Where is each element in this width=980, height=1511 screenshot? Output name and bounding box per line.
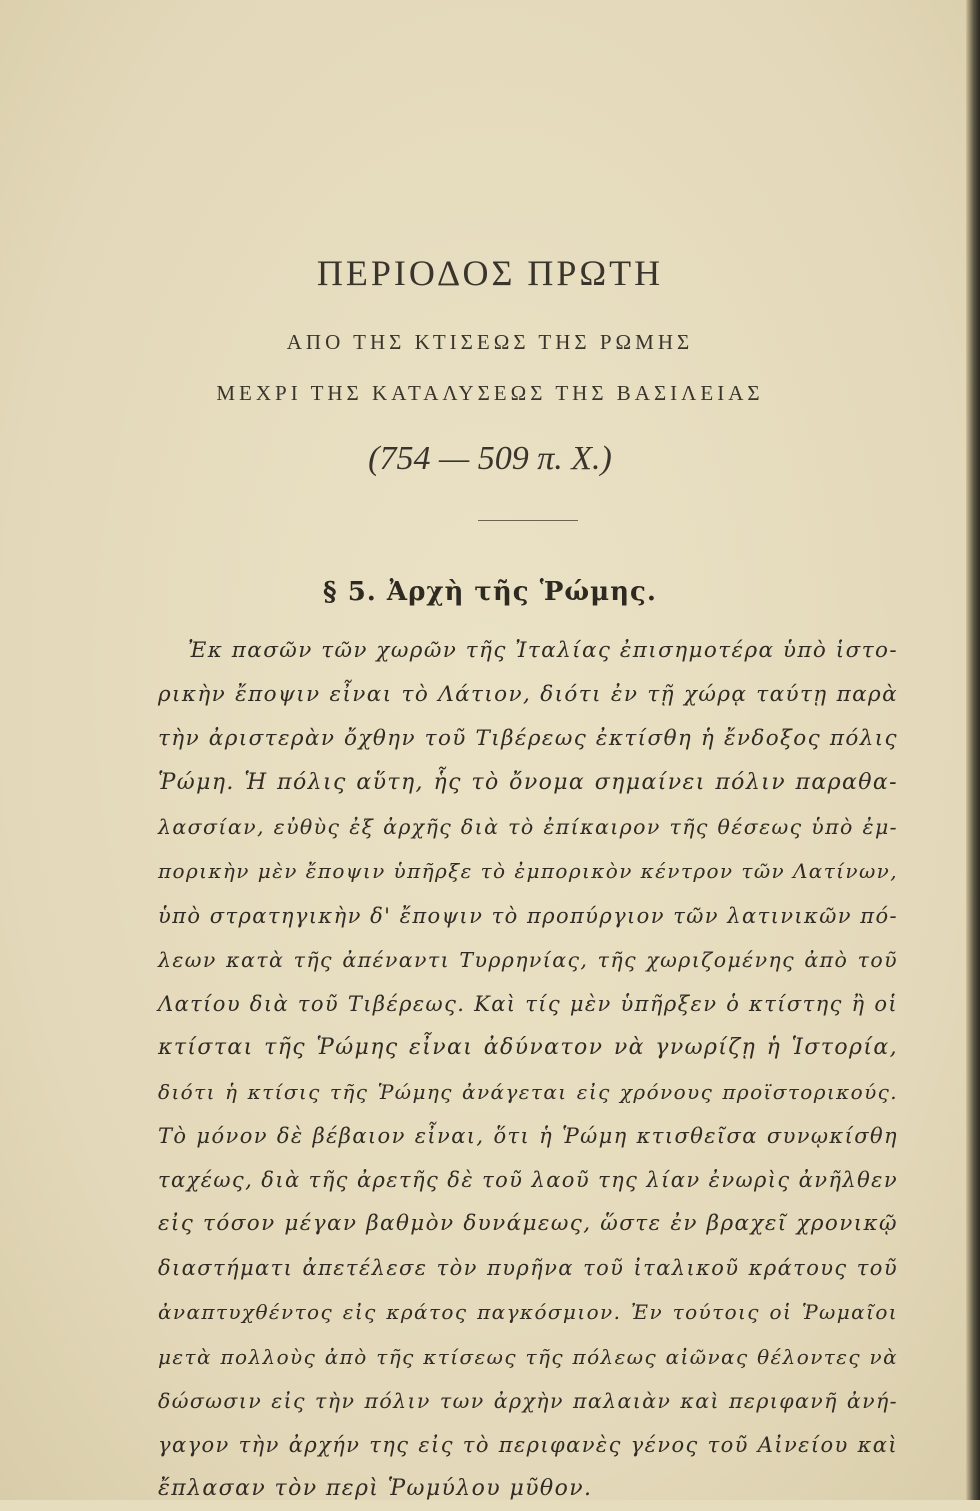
text-line: διαστήματι ἀπετέλεσε τὸν πυρῆνα τοῦ ἰταλικοῦ κράτους τοῦ bbox=[158, 1256, 898, 1281]
text-line: γαγον τὴν ἀρχήν της εἰς τὸ περιφανὲς γένος τοῦ Αἰνείου καὶ bbox=[158, 1432, 898, 1457]
text-line: ἀναπτυχθέντος εἰς κράτος παγκόσμιον. Ἐν τούτοις οἱ Ῥωμαῖοι bbox=[158, 1300, 898, 1325]
text-line: εἰς τόσον μέγαν βαθμὸν δυνάμεως, ὥστε ἐν βραχεῖ χρονικῷ bbox=[158, 1211, 898, 1237]
text-line: ὑπὸ στρατηγικὴν δ' ἔποψιν τὸ προπύργιον τῶν λατινικῶν πό- bbox=[158, 903, 898, 928]
text-line: Ῥώμη. Ἡ πόλις αὕτη, ἧς τὸ ὄνομα σημαίνει πόλιν παραθα- bbox=[158, 770, 898, 796]
period-subtitle-line-1: ΑΠΟ ΤΗΣ ΚΤΙΣΕΩΣ ΤΗΣ ΡΩΜΗΣ bbox=[286, 330, 694, 354]
text-line: τὴν ἀριστερὰν ὄχθην τοῦ Τιβέρεως ἐκτίσθη ἡ ἔνδοξος πόλις bbox=[158, 726, 898, 752]
section-title: § 5. Ἀρχὴ τῆς Ῥώμης. bbox=[323, 577, 657, 607]
page-edge-shadow bbox=[966, 0, 980, 1500]
period-subtitle-line-2: ΜΕΧΡΙ ΤΗΣ ΚΑΤΑΛΥΣΕΩΣ ΤΗΣ ΒΑΣΙΛΕΙΑΣ bbox=[216, 381, 764, 405]
separator-rule bbox=[478, 520, 578, 521]
text-line: Ἐκ πασῶν τῶν χωρῶν τῆς Ἰταλίας ἐπισημοτέρα ὑπὸ ἱστο- bbox=[188, 638, 898, 663]
period-title: ΠΕΡΙΟΔΟΣ ΠΡΩΤΗ bbox=[316, 253, 664, 293]
text-line: διότι ἡ κτίσις τῆς Ῥώμης ἀνάγεται εἰς χρόνους προϊστορικούς. bbox=[158, 1079, 898, 1104]
text-line: ρικὴν ἔποψιν εἶναι τὸ Λάτιον, διότι ἐν τῇ χώρᾳ ταύτῃ παρὰ bbox=[158, 682, 898, 708]
period-dates: (754 — 509 π. Χ.) bbox=[368, 440, 612, 477]
text-line: Τὸ μόνον δὲ βέβαιον εἶναι, ὅτι ἡ Ῥώμη κτισθεῖσα συνῳκίσθη bbox=[158, 1124, 898, 1149]
body-paragraph bbox=[158, 629, 898, 1511]
text-line: δώσωσιν εἰς τὴν πόλιν των ἀρχὴν παλαιὰν καὶ περιφανῆ ἀνή- bbox=[158, 1388, 898, 1413]
text-line: μετὰ πολλοὺς ἀπὸ τῆς κτίσεως τῆς πόλεως αἰῶνας θέλοντες νὰ bbox=[158, 1344, 898, 1369]
text-line: λασσίαν, εὐθὺς ἐξ ἀρχῆς διὰ τὸ ἐπίκαιρον τῆς θέσεως ὑπὸ ἐμ- bbox=[158, 815, 898, 840]
text-line: ἔπλασαν τὸν περὶ Ῥωμύλου μῦθον. bbox=[158, 1475, 593, 1501]
text-line: ταχέως, διὰ τῆς ἀρετῆς δὲ τοῦ λαοῦ της λίαν ἐνωρὶς ἀνῆλθεν bbox=[158, 1168, 898, 1193]
text-line: Λατίου διὰ τοῦ Τιβέρεως. Καὶ τίς μὲν ὑπῆρξεν ὁ κτίστης ἢ οἱ bbox=[158, 991, 898, 1016]
text-line: πορικὴν μὲν ἔποψιν ὑπῆρξε τὸ ἐμπορικὸν κέντρον τῶν Λατίνων, bbox=[158, 859, 898, 884]
text-line: λεων κατὰ τῆς ἀπέναντι Τυρρηνίας, τῆς χωριζομένης ἀπὸ τοῦ bbox=[158, 947, 898, 972]
text-line: κτίσται τῆς Ῥώμης εἶναι ἀδύνατον νὰ γνωρίζῃ ἡ Ἱστορία, bbox=[158, 1034, 898, 1060]
